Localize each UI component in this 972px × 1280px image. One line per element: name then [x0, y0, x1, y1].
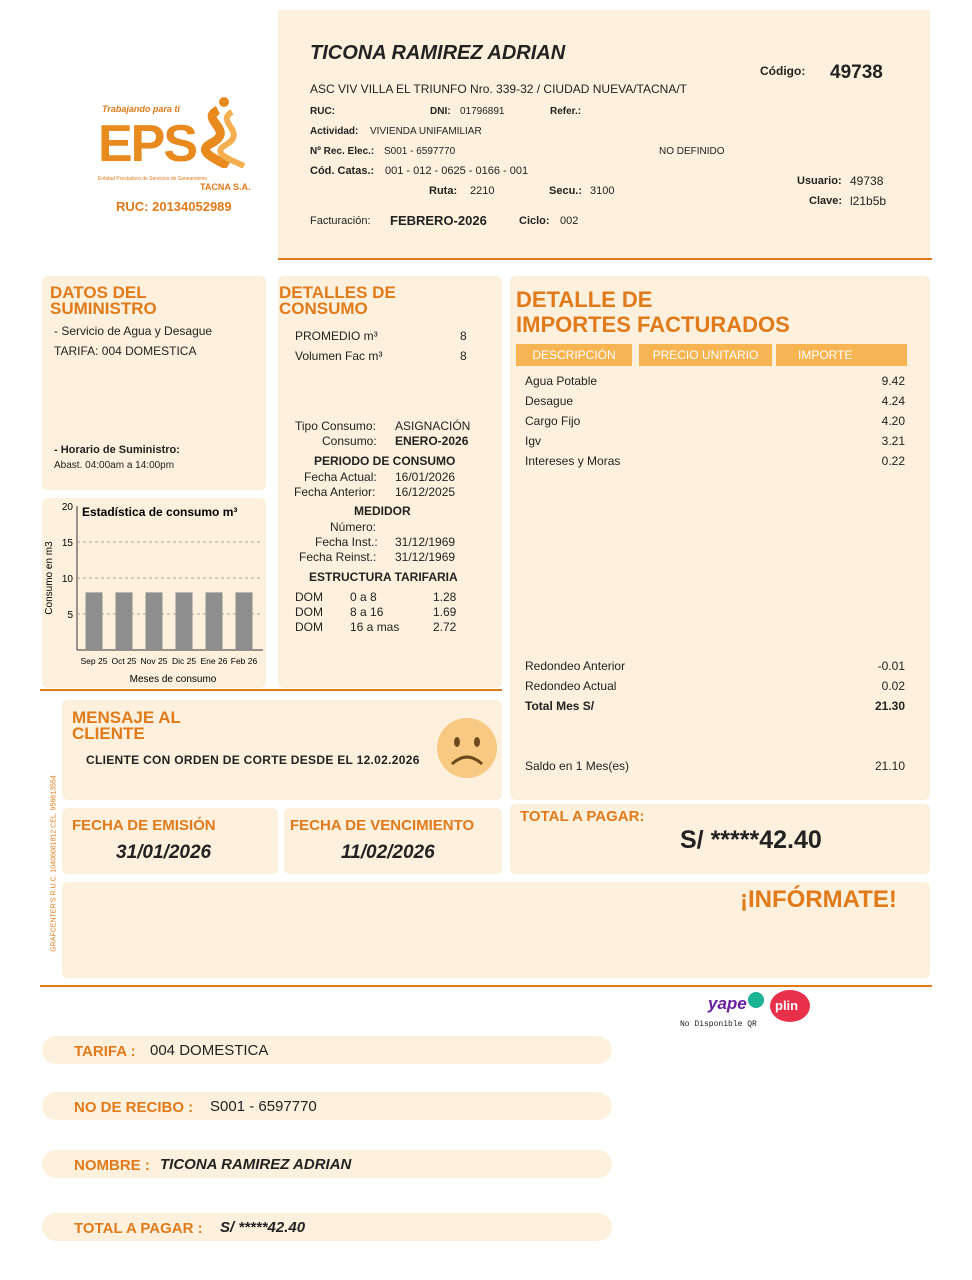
importe-item [525, 454, 905, 470]
fecha-anterior-label: Fecha Anterior: [294, 485, 376, 499]
fecha-anterior-value: 16/12/2025 [395, 485, 456, 499]
servicio-text: - Servicio de Agua y Desague [54, 324, 213, 338]
stub-recibo-label: NO DE RECIBO : [74, 1099, 194, 1116]
yape-logo [706, 992, 766, 1018]
item-desc: Agua Potable [525, 374, 598, 388]
vencimiento-value: 11/02/2026 [341, 842, 435, 863]
river-swoosh-icon [188, 96, 250, 168]
redondeo-actual-value: 0.02 [881, 679, 905, 693]
ciclo-label: Ciclo: [519, 215, 550, 227]
tarifa-cat: DOM [295, 605, 323, 619]
stub-tarifa [42, 1036, 612, 1064]
chart-title: Estadística de consumo m³ [82, 505, 238, 519]
tarifa-rango: 16 a mas [350, 620, 400, 634]
logo-ruc: RUC: 20134052989 [116, 199, 232, 214]
dni-value: 01796891 [460, 106, 505, 117]
tarifa-text: TARIFA: 004 DOMESTICA [54, 344, 197, 358]
plin-label: plin [775, 998, 799, 1013]
logo-tagline: Trabajando para ti [102, 104, 180, 114]
ruta-label: Ruta: [429, 185, 458, 197]
rec-label: Nº Rec. Elec.: [310, 146, 375, 157]
promedio-value: 8 [460, 329, 467, 343]
item-desc: Desague [525, 394, 574, 408]
importes-title-2: IMPORTES FACTURADOS [516, 312, 790, 337]
clave-label: Clave: [809, 195, 843, 207]
clave-value: l21b5b [850, 194, 887, 208]
medidor-title: MEDIDOR [354, 504, 411, 518]
redondeo-anterior-value: -0.01 [877, 659, 905, 673]
col-importe: IMPORTE [776, 344, 907, 366]
saldo-value: 21.10 [874, 759, 905, 773]
item-desc: Intereses y Moras [525, 454, 621, 468]
x-tick-label: Feb 26 [230, 656, 258, 666]
total-value: S/ *****42.40 [680, 826, 822, 854]
stub-total-label: TOTAL A PAGAR : [74, 1220, 203, 1237]
fecha-inst-label: Fecha Inst.: [315, 535, 378, 549]
total-mes-label: Total Mes S/ [525, 699, 595, 713]
consumption-chart [40, 498, 268, 688]
item-importe: 9.42 [881, 374, 905, 388]
item-desc: Igv [525, 434, 542, 448]
importe-item [525, 374, 905, 390]
importe-item [525, 434, 905, 450]
catas-value: 001 - 012 - 0625 - 0166 - 001 [385, 165, 529, 177]
fecha-reinst-label: Fecha Reinst.: [299, 550, 377, 564]
volumen-label: Volumen Fac m³ [295, 349, 383, 363]
tipo-value: ASIGNACIÓN [395, 419, 471, 433]
item-importe: 3.21 [881, 434, 905, 448]
chart-bar [236, 592, 253, 650]
redondeo-anterior-row [525, 659, 905, 675]
mensaje-texto: CLIENTE CON ORDEN DE CORTE DESDE EL 12.02.2026 [86, 753, 420, 767]
redondeo-anterior-label: Redondeo Anterior [525, 659, 626, 673]
tarifa-precio: 1.28 [433, 590, 457, 604]
ruta-value: 2210 [470, 185, 495, 197]
logo-letters: EPS [98, 115, 197, 173]
fecha-reinst-value: 31/12/1969 [395, 550, 456, 564]
stub-nombre [42, 1150, 612, 1178]
y-axis-title: Consumo en m3 [44, 541, 55, 615]
secu-value: 3100 [590, 185, 615, 197]
tarifa-precio: 2.72 [433, 620, 457, 634]
promedio-label: PROMEDIO m³ [295, 329, 378, 343]
codigo-label: Código: [760, 64, 806, 78]
item-desc: Cargo Fijo [525, 414, 581, 428]
item-importe: 4.20 [881, 414, 905, 428]
suministro-title-2: SUMINISTRO [50, 299, 157, 318]
customer-name: TICONA RAMIREZ ADRIAN [310, 42, 566, 64]
col-precio-unitario: PRECIO UNITARIO [639, 344, 772, 366]
x-axis-title: Meses de consumo [129, 674, 217, 685]
horario-value: Abast. 04:00am a 14:00pm [54, 460, 175, 471]
chart-bar [146, 592, 163, 650]
consumo-value: ENERO-2026 [395, 434, 469, 448]
facturacion-value: FEBRERO-2026 [390, 213, 487, 228]
x-tick-label: Dic 25 [171, 656, 197, 666]
customer-address: ASC VIV VILLA EL TRIUNFO Nro. 339-32 / CIUDAD NUEVA/TACNA/T [310, 82, 687, 96]
tarifa-precio: 1.69 [433, 605, 457, 619]
stub-nombre-value: TICONA RAMIREZ ADRIAN [160, 1156, 352, 1173]
redondeo-actual-label: Redondeo Actual [525, 679, 617, 693]
periodo-title: PERIODO DE CONSUMO [314, 454, 456, 468]
y-tick-label: 15 [61, 538, 73, 549]
chart-bar [86, 592, 103, 650]
logo-city: TACNA S.A. [200, 182, 251, 192]
catas-label: Cód. Catas.: [310, 165, 375, 177]
sad-face-icon [434, 716, 500, 780]
chart-bar [176, 592, 193, 650]
chart-bar [116, 592, 133, 650]
printer-side-text: GRAFCENTER'S R.U.C. 10406081812 CEL. 956613554 [50, 775, 58, 952]
informate-title: ¡INFÓRMATE! [740, 886, 897, 913]
x-tick-label: Sep 25 [80, 656, 108, 666]
ciclo-value: 002 [560, 215, 579, 227]
fecha-actual-value: 16/01/2026 [395, 470, 456, 484]
section-divider [40, 689, 502, 691]
rec-value: S001 - 6597770 [384, 146, 456, 157]
consumo-title-1: DETALLES DE [279, 283, 396, 302]
stub-total-value: S/ *****42.40 [220, 1219, 306, 1236]
emision-label: FECHA DE EMISIÓN [72, 817, 216, 834]
redondeo-actual-row [525, 679, 905, 695]
suministro-title-1: DATOS DEL [50, 283, 147, 302]
usuario-value: 49738 [850, 174, 884, 188]
total-mes-row [525, 699, 905, 715]
plin-logo [770, 990, 810, 1022]
actividad-value: VIVIENDA UNIFAMILIAR [370, 126, 482, 137]
secu-label: Secu.: [549, 185, 583, 197]
importe-item [525, 414, 905, 430]
header-divider [278, 258, 932, 260]
bottom-divider [40, 985, 932, 987]
stub-recibo [42, 1092, 612, 1120]
y-tick-label: 20 [61, 502, 73, 513]
tarifa-rango: 0 a 8 [350, 590, 377, 604]
item-importe: 4.24 [881, 394, 905, 408]
importe-item [525, 394, 905, 410]
horario-label: - Horario de Suministro: [54, 444, 180, 456]
stub-nombre-label: NOMBRE : [74, 1157, 150, 1174]
stub-tarifa-label: TARIFA : [74, 1043, 136, 1060]
saldo-label: Saldo en 1 Mes(es) [525, 759, 630, 773]
mensaje-title-1: MENSAJE AL [72, 708, 181, 727]
x-tick-label: Oct 25 [111, 656, 137, 666]
logo-subtitle: Entidad Prestadora de Servicios de Saneamiento [98, 176, 208, 182]
total-label: TOTAL A PAGAR: [520, 808, 645, 825]
estructura-title: ESTRUCTURA TARIFARIA [309, 570, 458, 584]
col-descripcion: DESCRIPCIÓN [516, 344, 632, 366]
dni-label: DNI: [430, 106, 451, 117]
ruc-label: RUC: [310, 106, 335, 117]
tarifa-cat: DOM [295, 590, 323, 604]
consumo-label: Consumo: [322, 434, 377, 448]
volumen-value: 8 [460, 349, 467, 363]
eps-logo [96, 94, 256, 218]
stub-total [42, 1213, 612, 1241]
mensaje-title-2: CLIENTE [72, 724, 145, 743]
chart-bar [206, 592, 223, 650]
tipo-label: Tipo Consumo: [295, 419, 376, 433]
item-importe: 0.22 [881, 454, 905, 468]
tarifa-cat: DOM [295, 620, 323, 634]
saldo-row [525, 759, 905, 775]
y-tick-label: 5 [67, 610, 73, 621]
tarifa-rango: 8 a 16 [350, 605, 384, 619]
actividad-label: Actividad: [310, 126, 359, 137]
x-tick-label: Nov 25 [140, 656, 168, 666]
importes-title-1: DETALLE DE [516, 287, 653, 312]
refer-label: Refer.: [550, 106, 582, 117]
qr-note: No Disponible QR [680, 1020, 757, 1029]
x-tick-label: Ene 26 [200, 656, 228, 666]
fecha-inst-value: 31/12/1969 [395, 535, 456, 549]
no-definido: NO DEFINIDO [659, 146, 725, 157]
yape-label: yape [708, 994, 747, 1013]
vencimiento-label: FECHA DE VENCIMIENTO [290, 817, 475, 834]
stub-recibo-value: S001 - 6597770 [210, 1098, 317, 1115]
y-tick-label: 10 [61, 574, 73, 585]
consumo-title-2: CONSUMO [279, 299, 368, 318]
yape-badge-icon [748, 992, 764, 1008]
codigo-value: 49738 [830, 62, 883, 83]
fecha-actual-label: Fecha Actual: [304, 470, 377, 484]
stub-tarifa-value: 004 DOMESTICA [150, 1042, 269, 1059]
numero-label: Número: [330, 520, 377, 534]
total-mes-value: 21.30 [874, 699, 905, 713]
emision-value: 31/01/2026 [116, 842, 212, 863]
usuario-label: Usuario: [797, 175, 842, 187]
facturacion-label: Facturación: [310, 215, 371, 227]
